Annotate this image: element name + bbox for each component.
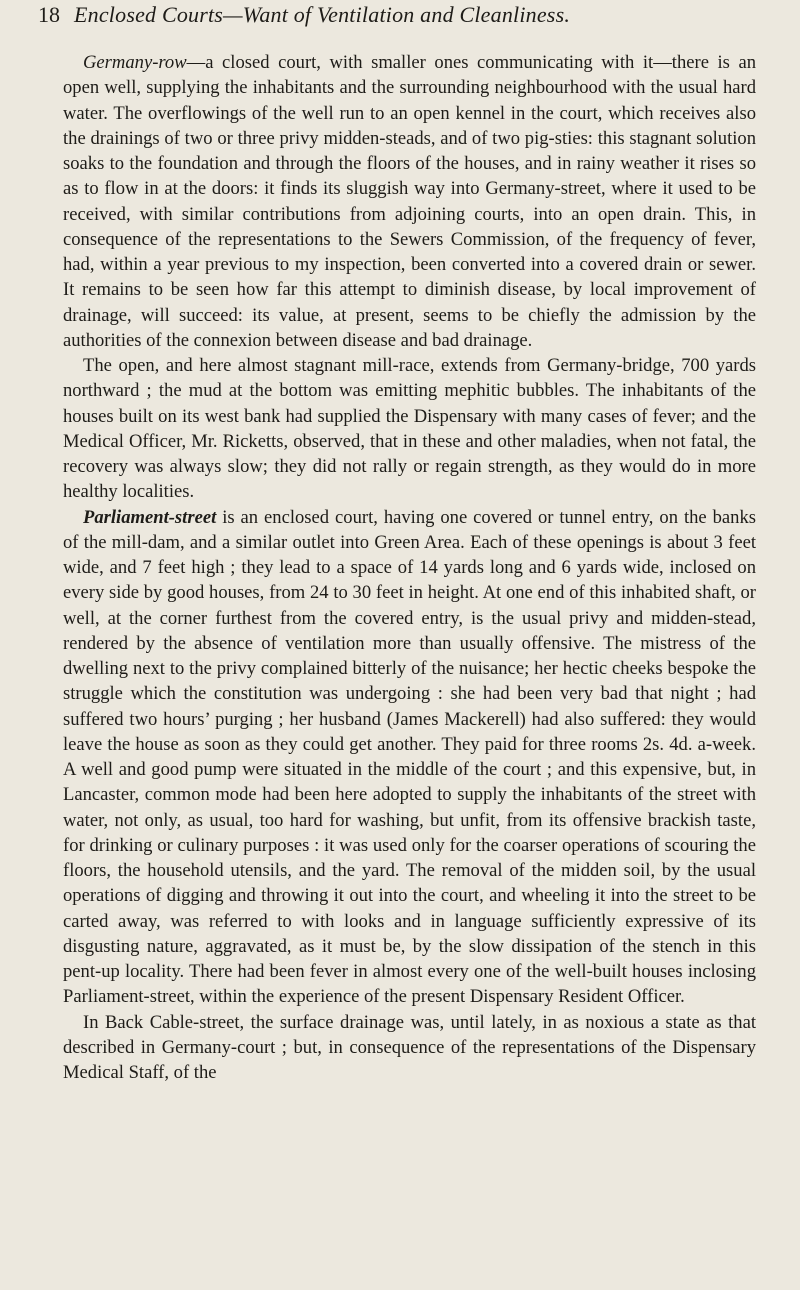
paragraph-text: is an enclosed court, having one covered or tunnel entry, on the banks of the mill-dam, and a similar outlet into Green Area. Each of these openings is about 3 feet wide, and 7 feet high ; they lead to a space of 14 yards long and 6 yards wide, inclosed on every side by good houses, from 24 to 30 feet in height. At one end of this inhabited shaft, or well, at the corner furthest from the covered entry, is the usual privy and midden-stead, rendered by the absence of ventilation more than usually offensive. The mistress of the dwelling next to the privy complained bitterly of the nuisance; her hectic cheeks bespoke the struggle which the constitution was undergoing : she had been very bad that night ; had suffered two hours’ purging ; her husband (James Mackerell) had also suffered: they would leave the house as soon as they could get another. They paid for three rooms 2s. 4d. a-week. A well and good pump were situated in the middle of the court ; and this expensive, but, in Lancaster, common mode had been here adopted to supply the inhabitants of the street with water, not only, as usual, too hard for washing, but unfit, from its offensive brackish taste, for drinking or culinary purposes : it was used only for the coarser operations of scouring the floors, the household utensils, and the yard. The removal of the midden soil, by the usual operations of digging and throwing it out into the court, and wheeling it into the street to be carted away, was referred to with looks and in language sufficiently expressive of its disgusting nature, aggravated, as it must be, by the slow dissipation of the stench in this pent-up locality. There had been fever in almost every one of the well-built houses inclosing Parliament-street, within the experience of the present Dispensary Resident Officer. xyxy=(63,506,756,1008)
italic-lead: Parliament-street xyxy=(83,506,217,528)
paragraph-back-cable-street xyxy=(63,1010,756,1086)
paragraph-mill-race xyxy=(63,353,756,505)
running-head xyxy=(38,2,748,42)
paragraph-germany-row xyxy=(63,50,756,353)
paragraph-parliament-street xyxy=(63,505,756,1010)
page-number: 18 xyxy=(38,2,60,27)
paragraph-text: In Back Cable-street, the surface drainage was, until lately, in as noxious a state as that described in Germany-court ; but, in consequence of the representations of the Dispensary Medical Staff, of the xyxy=(63,1011,756,1083)
running-title: Enclosed Courts—Want of Ventilation and Cleanliness. xyxy=(74,2,571,27)
paragraph-text: The open, and here almost stagnant mill-race, extends from Germany-bridge, 700 yards northward ; the mud at the bottom was emitting mephitic bubbles. The inhabitants of the houses built on its west bank had supplied the Dispensary with many cases of fever; and the Medical Officer, Mr. Ricketts, observed, that in these and other maladies, when not fatal, the recovery was always slow; they did not rally or regain strength, as they would do in more healthy localities. xyxy=(63,355,756,503)
paragraph-text: —a closed court, with smaller ones communicating with it—there is an open well, supplying the inhabitants and the surrounding neighbourhood with the usual hard water. The overflowings of the well run to an open kennel in the court, which receives also the drainings of two or three privy midden-steads, and of two pig-sties: this stagnant solution soaks to the foundation and through the floors of the houses, and in rainy weather it rises so as to flow in at the doors: it finds its sluggish way into Germany-street, where it used to be received, with similar contributions from adjoining courts, into an open drain. This, in consequence of the representations to the Sewers Commission, of the frequency of fever, had, within a year previous to my inspection, been converted into a covered drain or sewer. It remains to be seen how far this attempt to diminish disease, by local improvement of drainage, will succeed: its value, at present, seems to be chiefly the admission by the authorities of the connexion between disease and bad drainage. xyxy=(63,52,756,351)
italic-lead: Germany-row xyxy=(83,52,187,73)
body-text xyxy=(63,50,756,1085)
